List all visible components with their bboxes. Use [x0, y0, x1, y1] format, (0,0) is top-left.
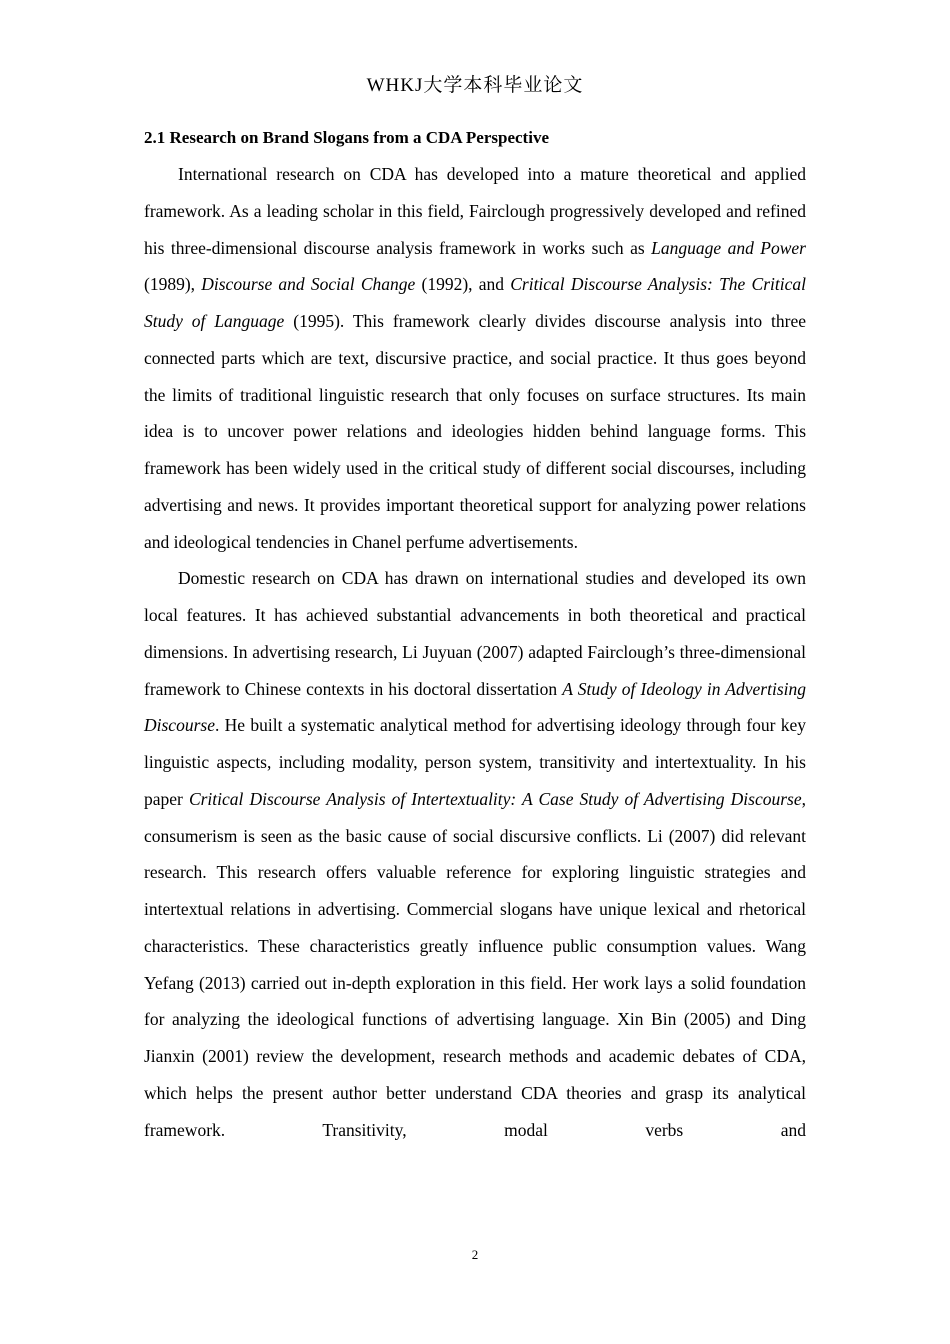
section-heading: 2.1 Research on Brand Slogans from a CDA Perspective	[144, 128, 549, 147]
italic-title: A Study of Ideology in Advertising Discourse	[144, 678, 806, 736]
text-run: (1995). This framework clearly divides discourse analysis into three connected parts which are text, discursive practice, and social practice. It thus goes beyond the limits of traditional linguistic research that only focuses on surface structures. Its main idea is to uncover power relations and ideologies hidden behind language forms. This framework has been widely used in the critical study of different social discourses, including advertising and news. It provides important theoretical support for analyzing power relations and ideological tendencies in Chanel perfume advertisements.	[144, 311, 806, 552]
text-run: . He built a systematic analytical method for advertising ideology through four key linguistic aspects, including modality, person system, transitivity and intertextuality. In his paper	[144, 715, 806, 809]
text-run: (1989),	[144, 274, 202, 295]
page-number: 2	[471, 1247, 479, 1262]
text-run: Domestic research on CDA has drawn on international studies and developed its own local features. It has achieved substantial advancements in both theoretical and practical dimensions. In advertising research, Li Juyuan (2007) adapted Fairclough’s three-dimensional framework to Chinese contexts in his doctoral dissertation	[144, 568, 806, 699]
paragraph-1	[144, 156, 806, 560]
text-run: International research on CDA has developed into a mature theoretical and applied framework. As a leading scholar in this field, Fairclough progressively developed and refined his three-dimensional discourse analysis framework in works such as	[144, 164, 806, 258]
text-run: (1992), and	[415, 274, 511, 295]
text-run: , consumerism is seen as the basic cause of social discursive conflicts. Li (2007) did relevant research. This research offers valuable reference for exploring linguistic strategies and intertextual relations in advertising. Commercial slogans have unique lexical and rhetorical characteristics. These characteristics greatly influence public consumption values. Wang Yefang (2013) carried out in-depth exploration in this field. Her work lays a solid foundation for analyzing the ideological functions of advertising language. Xin Bin (2005) and Ding Jianxin (2001) review the development, research methods and academic debates of CDA, which helps the present author better understand CDA theories and grasp its analytical framework. Transitivity, modal verbs and	[144, 788, 806, 1140]
italic-title: Critical Discourse Analysis: The Critical Study of Language	[144, 274, 806, 331]
italic-title: Discourse and Social Change	[201, 274, 416, 295]
italic-title: Critical Discourse Analysis of Intertextuality: A Case Study of Advertising Discourse	[188, 788, 802, 809]
page-header: WHKJ大学本科毕业论文	[366, 75, 584, 96]
italic-title: Language and Power	[651, 237, 806, 258]
paragraph-2	[144, 560, 806, 1148]
body-text	[144, 156, 806, 1148]
